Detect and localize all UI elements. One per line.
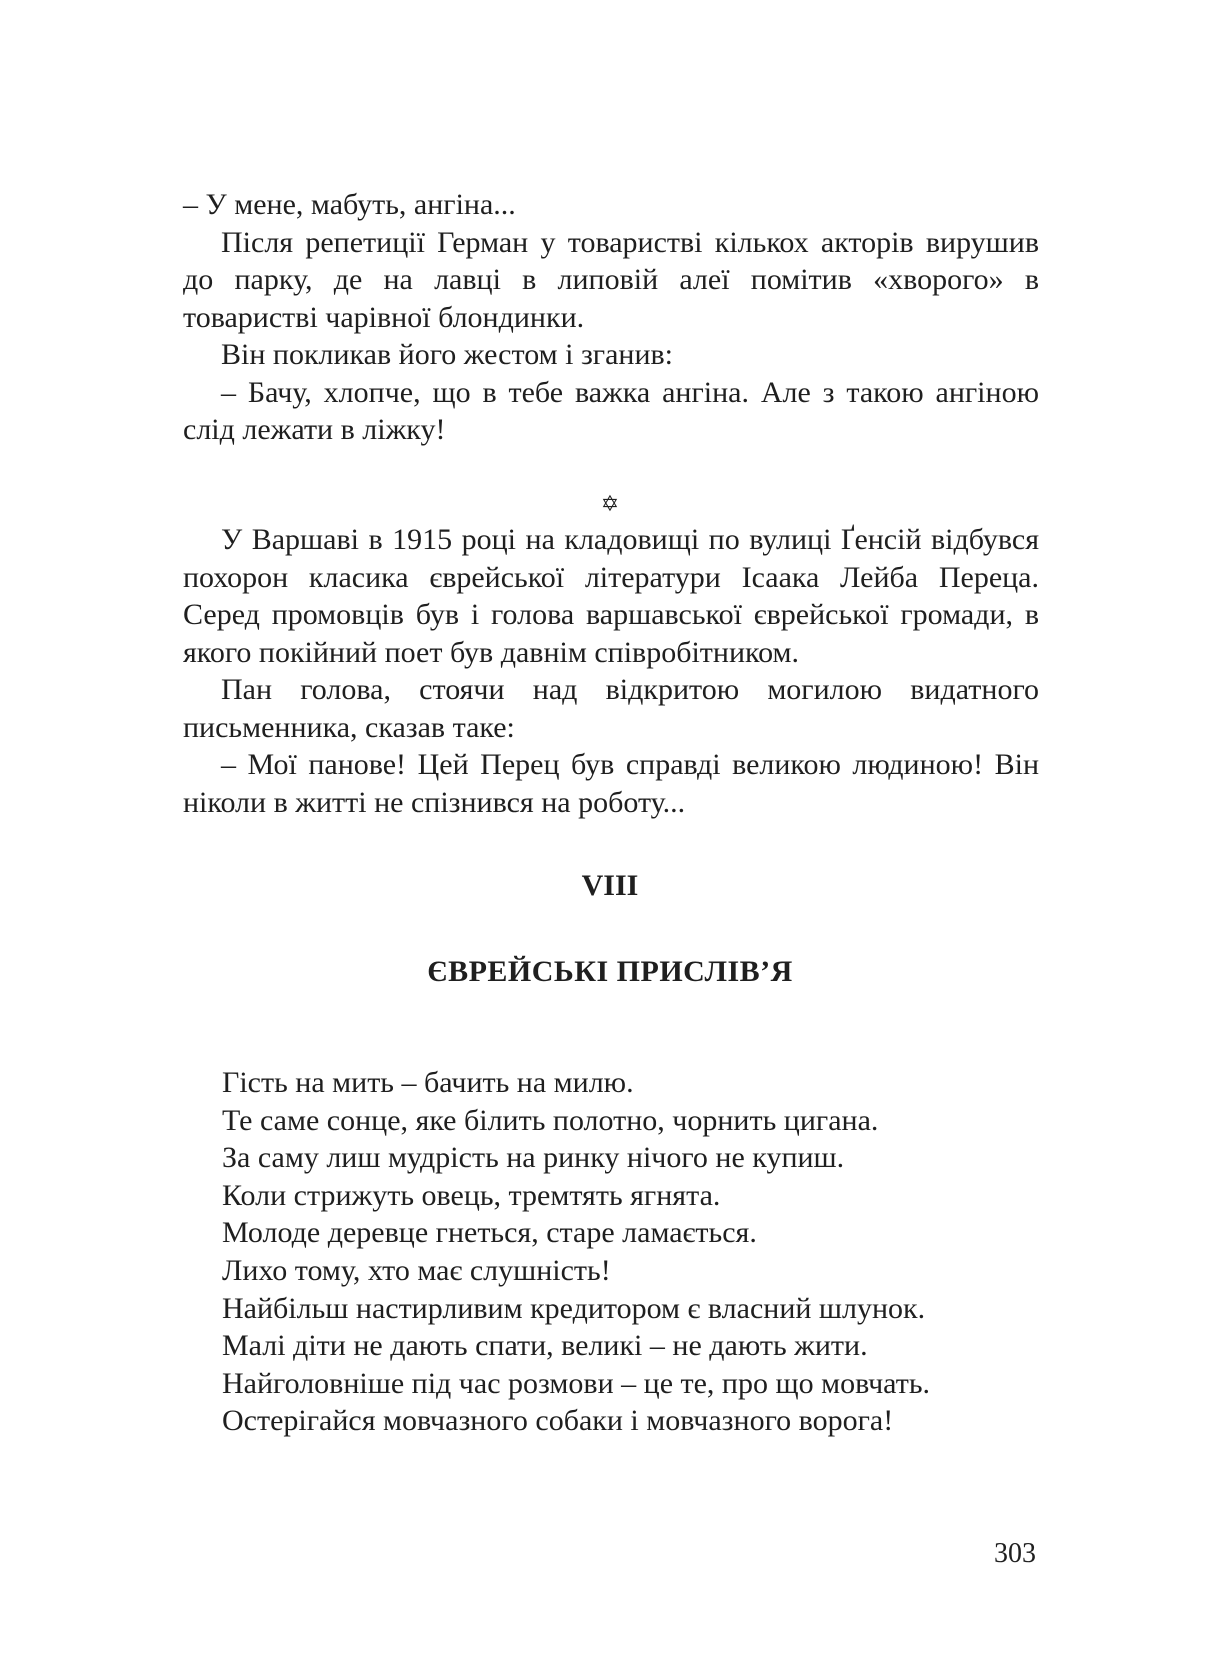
paragraph: Він покликав його жестом і зганив: [221,338,674,371]
proverb: Найбільш настирливим кредитором є власний шлунок. [222,1291,926,1325]
proverb-list [222,1064,1022,1440]
proverb: Найголовніше під час розмови – це те, про що мовчать. [222,1366,931,1400]
dialogue-line: – У мене, мабуть, ангіна... [183,188,516,221]
proverb: Гість на мить – бачить на милю. [222,1066,634,1099]
paragraph: Пан голова, стоячи над відкритою могилою видатного письменника, сказав таке: [183,673,1039,744]
paragraph: У Варшаві в 1915 році на кладовищі по вулиці Ґенсій відбувся похорон класика єврейської літератури Ісаака Лейба Переца. Серед промовців був і голова варшавської єврейської громади, в якого покійний поет був давнім співробітником. [183,523,1039,669]
star-of-david-icon: ✡ [600,492,620,517]
proverb: Коли стрижуть овець, тремтять ягнята. [222,1178,721,1212]
chapter-title: ЄВРЕЙСЬКІ ПРИСЛІВ’Я [427,955,793,988]
story-text-1 [183,224,1039,449]
chapter-number: VIII [581,869,639,902]
paragraph: – Мої панове! Цей Перец був справді великою людиною! Він ніколи в житті не спізнився на роботу... [183,748,1039,819]
proverb: За саму лиш мудрість на ринку нічого не купиш. [222,1141,845,1175]
paragraph: Після репетиції Герман у товаристві кількох акторів вирушив до парку, де на лавці в липовій алеї помітив «хворого» в товариcтві чарівної блондинки. [183,225,1039,334]
page-number: 303 [994,1538,1036,1569]
proverb: Те саме сонце, яке білить полотно, чорнить цигана. [222,1103,879,1137]
proverb: Малі діти не дають спати, великі – не дають жити. [222,1329,868,1363]
proverb: Остерігайся мовчазного собаки і мовчазного ворога! [222,1404,894,1438]
paragraph: – Бачу, хлопче, що в тебе важка ангіна. Але з такою ангіною слід лежати в ліжку! [183,375,1039,446]
story-text-2 [183,521,1039,821]
proverb: Молоде деревце гнеться, старе ламається. [222,1216,757,1250]
proverb: Лихо тому, хто має слушність! [222,1253,611,1287]
